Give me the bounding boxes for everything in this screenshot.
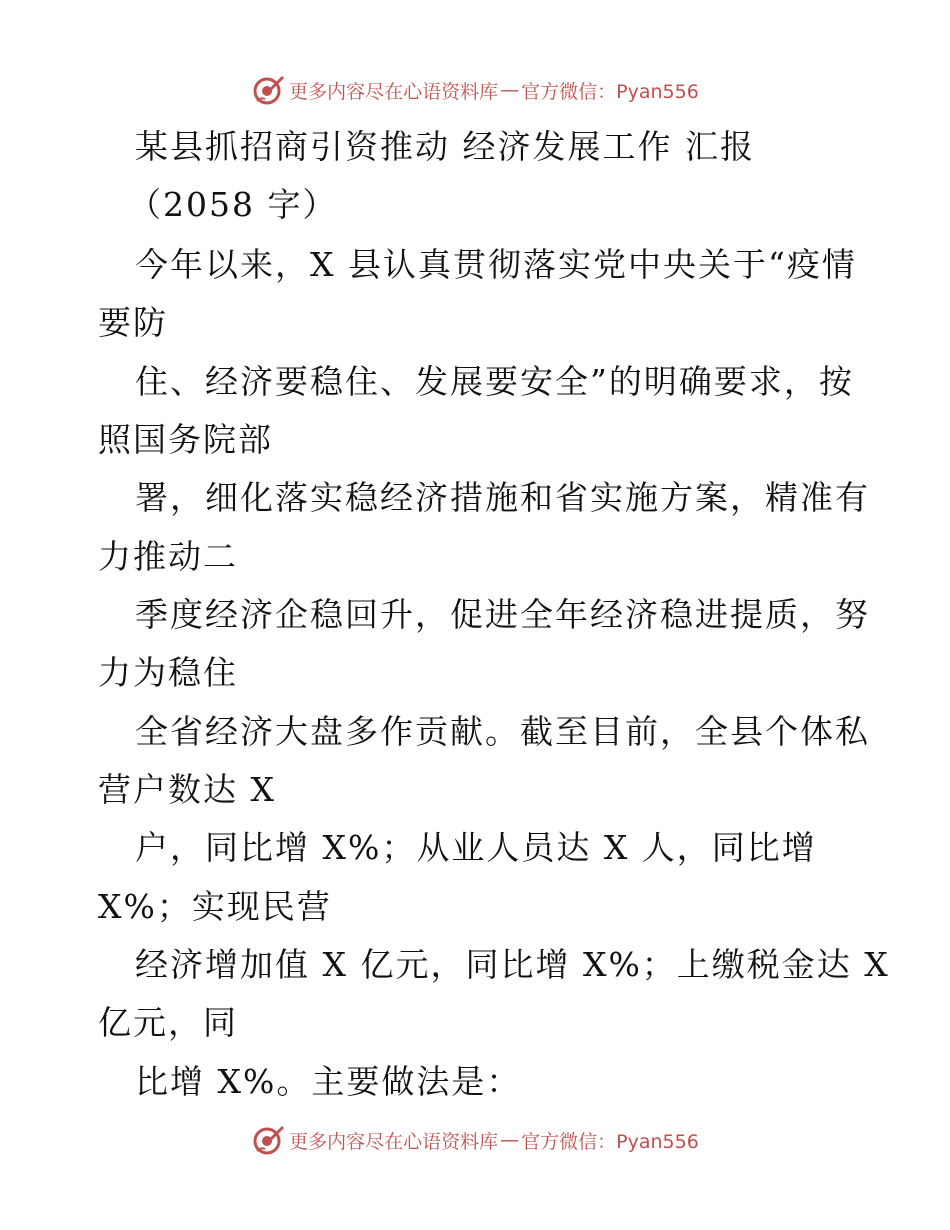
paragraph-line: 比增 X%。主要做法是： xyxy=(135,1062,522,1101)
paragraph-line: 季度经济企稳回升，促进全年经济稳进提质，努 xyxy=(135,595,870,634)
banner-wechat-text: 官方微信：Pyan556 xyxy=(521,80,699,103)
word-count: （2058 字） xyxy=(128,185,338,224)
document-title: 某县抓招商引资推动 经济发展工作 汇报 xyxy=(135,127,755,166)
paragraph-line: 照国务院部 xyxy=(98,420,273,459)
paragraph-line: 今年以来，X 县认真贯彻落实党中央关于“疫情 xyxy=(135,245,857,284)
banner-separator: — xyxy=(500,1129,520,1151)
paragraph-line: 要防 xyxy=(98,303,168,342)
paragraph-line: 住、经济要稳住、发展要安全”的明确要求，按 xyxy=(135,362,854,401)
paragraph-line: 力为稳住 xyxy=(98,653,238,692)
paragraph-line: X%；实现民营 xyxy=(98,887,332,926)
paragraph-line: 全省经济大盘多作贡献。截至目前，全县个体私 xyxy=(135,712,870,751)
banner-brand-text: 更多内容尽在心语资料库 xyxy=(289,80,499,103)
footer-banner xyxy=(0,1120,950,1160)
banner-separator: — xyxy=(500,79,520,101)
pen-logo-icon xyxy=(251,73,285,107)
paragraph-line: 力推动二 xyxy=(98,537,238,576)
paragraph-line: 亿元，同 xyxy=(98,1003,238,1042)
paragraph-line: 营户数达 X xyxy=(98,770,276,809)
banner-wechat-text: 官方微信：Pyan556 xyxy=(521,1130,699,1153)
pen-logo-icon xyxy=(251,1123,285,1157)
paragraph-line: 经济增加值 X 亿元，同比增 X%；上缴税金达 X xyxy=(135,945,890,984)
header-banner xyxy=(0,70,950,110)
paragraph-line: 户，同比增 X%；从业人员达 X 人，同比增 xyxy=(135,828,817,867)
paragraph-line: 署，细化落实稳经济措施和省实施方案，精准有 xyxy=(135,478,870,517)
banner-brand-text: 更多内容尽在心语资料库 xyxy=(289,1130,499,1153)
